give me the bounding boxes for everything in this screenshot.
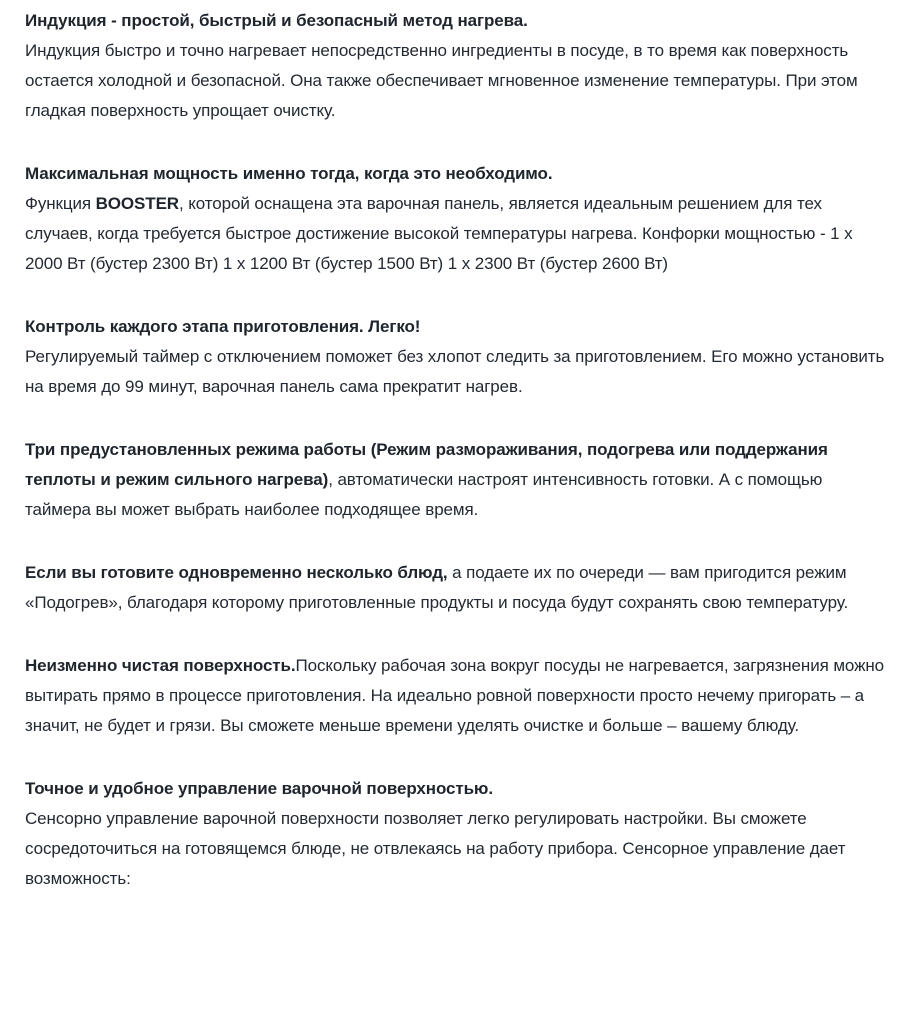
bold-text-run: Контроль каждого этапа приготовления. Легко! xyxy=(25,317,421,336)
feature-heading xyxy=(25,6,885,36)
text-run: Индукция быстро и точно нагревает непосредственно ингредиенты в посуде, в то время как поверхность остается холодной и безопасной. Она также обеспечивает мгновенное изменение температуры. При этом гладкая поверхность упрощает очистку. xyxy=(25,41,858,120)
feature-paragraph xyxy=(25,189,885,279)
text-run: Поскольку рабочая зона вокруг посуды не нагревается, загрязнения можно вытирать прямо в процессе приготовления. На идеально ровной поверхности просто нечему пригорать – а значит, не будет и грязи. Вы сможете меньше времени уделять очистке и больше – вашему блюду. xyxy=(25,656,884,735)
text-run: а подаете их по очереди — вам пригодится режим «Подогрев», благодаря которому приготовленные продукты и посуда будут сохранять свою температуру. xyxy=(25,563,849,612)
bold-text-run: Если вы готовите одновременно несколько блюд, xyxy=(25,563,448,582)
feature-heading xyxy=(25,774,885,804)
bold-text-run: Индукция - простой, быстрый и безопасный метод нагрева. xyxy=(25,11,528,30)
feature-paragraph xyxy=(25,435,885,525)
bold-text-run: BOOSTER xyxy=(95,194,179,213)
feature-paragraph xyxy=(25,558,885,618)
text-run: Сенсорно управление варочной поверхности позволяет легко регулировать настройки. Вы сможете сосредоточиться на готовящемся блюде, не отвлекаясь на работу прибора. Сенсорное управление дает возможность: xyxy=(25,809,846,888)
text-run: Регулируемый таймер с отключением поможет без хлопот следить за приготовлением. Его можно установить на время до 99 минут, варочная панель сама прекратит нагрев. xyxy=(25,347,885,396)
bold-text-run: Три предустановленных режима работы (Режим размораживания, подогрева или поддержания теплоты и режим сильного нагрева) xyxy=(25,440,828,489)
feature-paragraph xyxy=(25,36,885,126)
feature-section xyxy=(25,558,885,618)
feature-section xyxy=(25,774,885,894)
feature-section xyxy=(25,435,885,525)
feature-heading xyxy=(25,312,885,342)
feature-section xyxy=(25,651,885,741)
text-run: Функция xyxy=(25,194,96,213)
feature-section xyxy=(25,312,885,402)
text-run: , которой оснащена эта варочная панель, является идеальным решением для тех случаев, когда требуется быстрое достижение высокой температуры нагрева. Конфорки мощностью - 1 x 2000 Вт (бустер 2300 Вт) 1 x 1200 Вт (бустер 1500 Вт) 1 x 2300 Вт (бустер 2600 Вт) xyxy=(25,194,853,273)
feature-paragraph xyxy=(25,651,885,741)
feature-heading xyxy=(25,159,885,189)
bold-text-run: Неизменно чистая поверхность. xyxy=(25,656,296,675)
bold-text-run: Точное и удобное управление варочной поверхностью. xyxy=(25,779,493,798)
bold-text-run: Максимальная мощность именно тогда, когда это необходимо. xyxy=(25,164,553,183)
feature-section xyxy=(25,159,885,279)
feature-paragraph xyxy=(25,342,885,402)
feature-paragraph xyxy=(25,804,885,894)
feature-section xyxy=(25,6,885,126)
text-run: , автоматически настроят интенсивность готовки. А с помощью таймера вы может выбрать наиболее подходящее время. xyxy=(25,470,823,519)
